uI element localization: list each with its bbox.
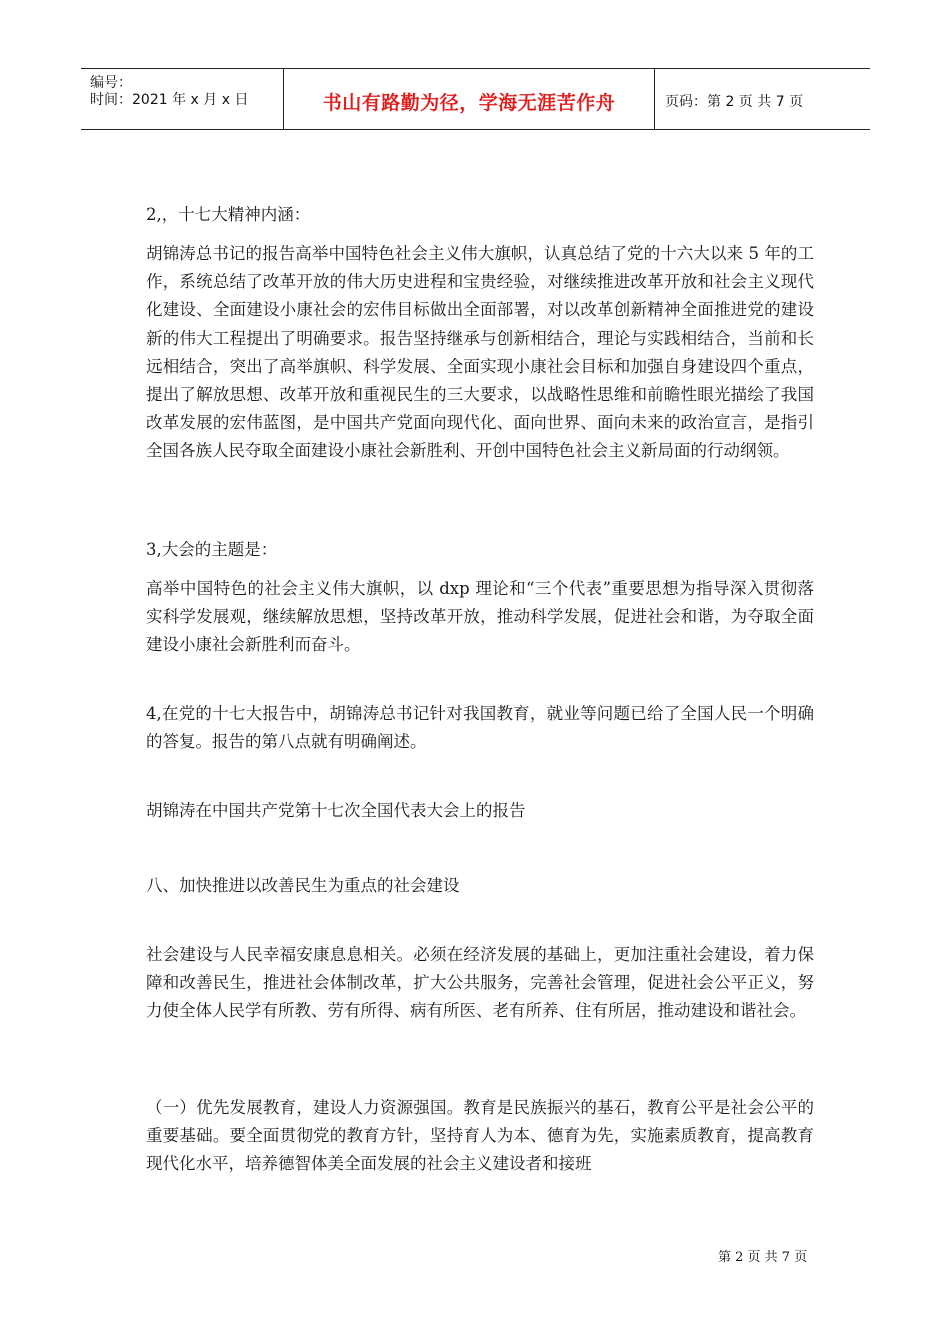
paragraph-theme: 高举中国特色的社会主义伟大旗帜，以 dxp 理论和“三个代表”重要思想为指导深入贯彻落实科学发展观，继续解放思想，坚持改革开放，推动科学发展，促进社会和谐，为夺取全面建设小康社会新胜利而奋斗。 bbox=[146, 579, 814, 655]
header-motto: 书山有路勤为径，学海无涯苦作舟 bbox=[322, 92, 616, 114]
paragraph-social-construction: 社会建设与人民幸福安康息息相关。必须在经济发展的基础上，更加注重社会建设，着力保障和改善民生，推进社会体制改革，扩大公共服务，完善社会管理，促进社会公平正义，努力使全体人民学有所教、劳有所得、病有所医、老有所养、住有所居，推动建设和谐社会。 bbox=[146, 945, 814, 1021]
paragraph-education-priority: （一）优先发展教育，建设人力资源强国。教育是民族振兴的基石，教育公平是社会公平的重要基础。要全面贯彻党的教育方针，坚持育人为本、德育为先，实施素质教育，提高教育现代化水平，培养德智体美全面发展的社会主义建设者和接班 bbox=[146, 1098, 814, 1174]
section-heading-2: 2,，十七大精神内涵： bbox=[146, 205, 311, 224]
page-header bbox=[81, 68, 870, 130]
section-heading-3: 3,大会的主题是： bbox=[146, 540, 278, 559]
header-page-number: 页码：第 2 页 共 7 页 bbox=[665, 94, 804, 110]
header-meta bbox=[81, 69, 283, 129]
document-code: 编号： bbox=[90, 75, 132, 91]
header-motto-cell bbox=[283, 69, 655, 129]
document-date: 时间：2021 年 x 月 x 日 bbox=[90, 92, 249, 108]
paragraph-education-employment: 4,在党的十七大报告中，胡锦涛总书记针对我国教育，就业等问题已给了全国人民一个明确的答复。报告的第八点就有明确阐述。 bbox=[146, 704, 814, 752]
report-title: 胡锦涛在中国共产党第十七次全国代表大会上的报告 bbox=[146, 801, 526, 820]
footer-page-number: 第 2 页 共 7 页 bbox=[718, 1250, 808, 1265]
paragraph-spirit-content: 胡锦涛总书记的报告高举中国特色社会主义伟大旗帜，认真总结了党的十六大以来 5 年的工作，系统总结了改革开放的伟大历史进程和宝贵经验，对继续推进改革开放和社会主义现代化建设、全面建设小康社会的宏伟目标做出全面部署，对以改革创新精神全面推进党的建设新的伟大工程提出了明确要求。报告坚持继承与创新相结合，理论与实践相结合，当前和长远相结合，突出了高举旗帜、科学发展、全面实现小康社会目标和加强自身建设四个重点，提出了解放思想、改革开放和重视民生的三大要求，以战略性思维和前瞻性眼光描绘了我国改革发展的宏伟蓝图，是中国共产党面向现代化、面向世界、面向未来的政治宣言，是指引全国各族人民夺取全面建设小康社会新胜利、开创中国特色社会主义新局面的行动纲领。 bbox=[146, 244, 814, 461]
section-heading-8: 八、加快推进以改善民生为重点的社会建设 bbox=[146, 876, 460, 895]
